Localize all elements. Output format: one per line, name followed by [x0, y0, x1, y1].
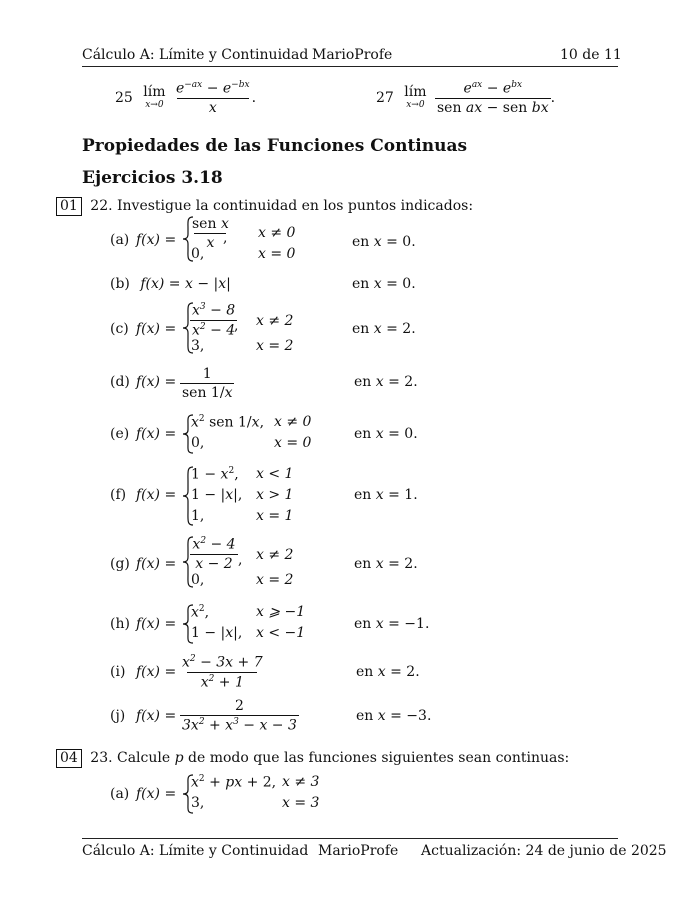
case-condition: x ≠ 2: [256, 547, 294, 563]
limit-operator: lím x→0: [404, 84, 427, 111]
item-point: en x = 0.: [352, 234, 416, 250]
item-lhs: f(x) =: [136, 708, 177, 724]
section-title: Propiedades de las Funciones Continuas: [82, 136, 468, 156]
header-center: MarioProfe: [312, 47, 393, 63]
subsection-title: Ejercicios 3.18: [82, 168, 223, 188]
case-expression: $\frac{x^2 - 4}{x - 2}$: [190, 536, 238, 572]
case-condition: x ≠ 2: [256, 313, 294, 329]
item-a: (a) f(x) = sen x x , x ≠ 0 0, x = 0 en x = 0.: [110, 216, 416, 262]
case-condition: x = 0: [258, 246, 296, 262]
item-label: (i): [110, 664, 126, 680]
case-condition: x ⩾ −1: [256, 604, 306, 620]
case-expression: 1 − |x|,: [191, 487, 243, 503]
item-point: en x = 2.: [354, 374, 418, 390]
case-expression: 3,: [191, 338, 205, 354]
exercise-27: 27 lím x→0 $\frac{e^{ax} - e^{bx}}{\text{sen ax − sen bx}}$ .: [376, 80, 556, 116]
item-label: (a): [110, 786, 130, 802]
item-lhs: f(x) =: [136, 487, 177, 503]
item-label: (a): [110, 232, 130, 248]
fraction: 1 sen 1/x: [182, 366, 233, 402]
item-label: (c): [110, 321, 129, 337]
case-condition: x > 1: [256, 487, 294, 503]
limit-operator: lím x→0: [143, 84, 166, 111]
case-expression: $x^2$ sen 1/x,: [191, 414, 265, 431]
case-expression: $x^2$,: [191, 604, 210, 621]
item-label: (e): [110, 426, 130, 442]
item-b: [110, 276, 231, 292]
item-lhs: f(x) =: [136, 321, 177, 337]
item-label: (b): [110, 276, 130, 292]
item-d: [110, 366, 590, 400]
problem-text: Investigue la continuidad en los puntos indicados:: [117, 198, 474, 214]
item-point: en x = 2.: [352, 321, 416, 337]
item-lhs: f(x) =: [136, 664, 177, 680]
item-point: en x = 0.: [352, 276, 416, 292]
case-condition: x < 1: [256, 466, 294, 482]
case-expression: 0,: [191, 246, 205, 262]
problem-number: 23.: [90, 750, 113, 766]
item-point: en x = −1.: [354, 616, 430, 632]
item-point: en x = 1.: [354, 487, 418, 503]
item-c: (c) f(x) = $\frac{x^3 - 8}{x^2 - 4}$ , x ≠ 2 3, x = 2 en x = 2.: [110, 302, 416, 354]
header-rule: [82, 66, 618, 67]
fraction: $\frac{e^{-ax} - e^{-bx}}{x}$: [175, 80, 250, 116]
item-j: [110, 698, 590, 734]
case-condition: x = 3: [282, 795, 320, 811]
item-23a: [110, 774, 590, 814]
fraction: $\frac{x^2 - 3x + 7}{x^2 + 1}$: [182, 654, 263, 691]
item-g: (g) f(x) = $\frac{x^2 - 4}{x - 2}$ , x ≠ 2 0, x = 2 en x = 2.: [110, 536, 418, 588]
footer-update: Actualización: 24 de junio de 2025: [421, 843, 667, 859]
item-point: en x = 2.: [356, 664, 420, 680]
exercise-25: 25 lím x→0 $\frac{e^{-ax} - e^{-bx}}{x}$ .: [115, 80, 257, 116]
item-label: (f): [110, 487, 127, 503]
case-condition: x = 0: [274, 435, 312, 451]
item-label: (d): [110, 374, 130, 390]
case-expression: 1,: [191, 508, 205, 524]
case-expression: $x^2$ + px + 2,: [191, 774, 277, 791]
case-condition: x < −1: [256, 625, 306, 641]
footer-center: MarioProfe: [318, 843, 399, 859]
problem-23: [56, 749, 569, 768]
case-condition: x ≠ 0: [274, 414, 312, 430]
case-expression: 0,: [191, 435, 205, 451]
item-f: [110, 466, 590, 526]
case-condition: x = 2: [256, 338, 294, 354]
problem-number: 22.: [90, 198, 113, 214]
case-condition: x ≠ 0: [258, 225, 296, 241]
item-lhs: f(x) = x − |x|: [140, 276, 231, 292]
case-expression: 0,: [191, 572, 205, 588]
item-label: (j): [110, 708, 126, 724]
item-lhs: f(x) =: [136, 786, 177, 802]
footer-left: Cálculo A: Límite y Continuidad: [82, 843, 309, 859]
item-i: [110, 654, 590, 690]
item-lhs: f(x) =: [136, 426, 177, 442]
item-label: (h): [110, 616, 130, 632]
item-lhs: f(x) =: [136, 232, 177, 248]
case-condition: x = 1: [256, 508, 294, 524]
case-expression: 1 − |x|,: [191, 625, 243, 641]
fraction: $\frac{2}{3x^2 + x^3 - x - 3}$: [182, 698, 297, 734]
case-expression: $\frac{x^3 - 8}{x^2 - 4}$: [192, 302, 236, 339]
case-condition: x = 2: [256, 572, 294, 588]
item-point: en x = 0.: [354, 426, 418, 442]
item-label: (g): [110, 556, 130, 572]
header-page-number: 10 de 11: [560, 47, 622, 63]
problem-text: Calcule p de modo que las funciones siguientes sean continuas:: [117, 750, 570, 766]
item-h: [110, 604, 590, 644]
problem-22: [56, 197, 473, 216]
case-condition: x ≠ 3: [282, 774, 320, 790]
exercise-number: 25: [115, 89, 133, 106]
problem-box: 01: [56, 197, 82, 216]
case-expression: sen x x: [192, 216, 229, 252]
problem-box: 04: [56, 749, 82, 768]
exercise-number: 27: [376, 89, 394, 106]
footer-rule: [82, 838, 618, 839]
fraction: $\frac{e^{ax} - e^{bx}}{\text{sen ax − sen bx}}$: [436, 80, 549, 116]
item-lhs: f(x) =: [136, 556, 177, 572]
item-e: [110, 414, 590, 454]
header-left: Cálculo A: Límite y Continuidad: [82, 47, 309, 63]
case-expression: 3,: [191, 795, 205, 811]
item-point: en x = 2.: [354, 556, 418, 572]
item-lhs: f(x) =: [136, 374, 177, 390]
item-lhs: f(x) =: [136, 616, 177, 632]
item-point: en x = −3.: [356, 708, 432, 724]
case-expression: $1 - x^2$,: [191, 466, 239, 483]
